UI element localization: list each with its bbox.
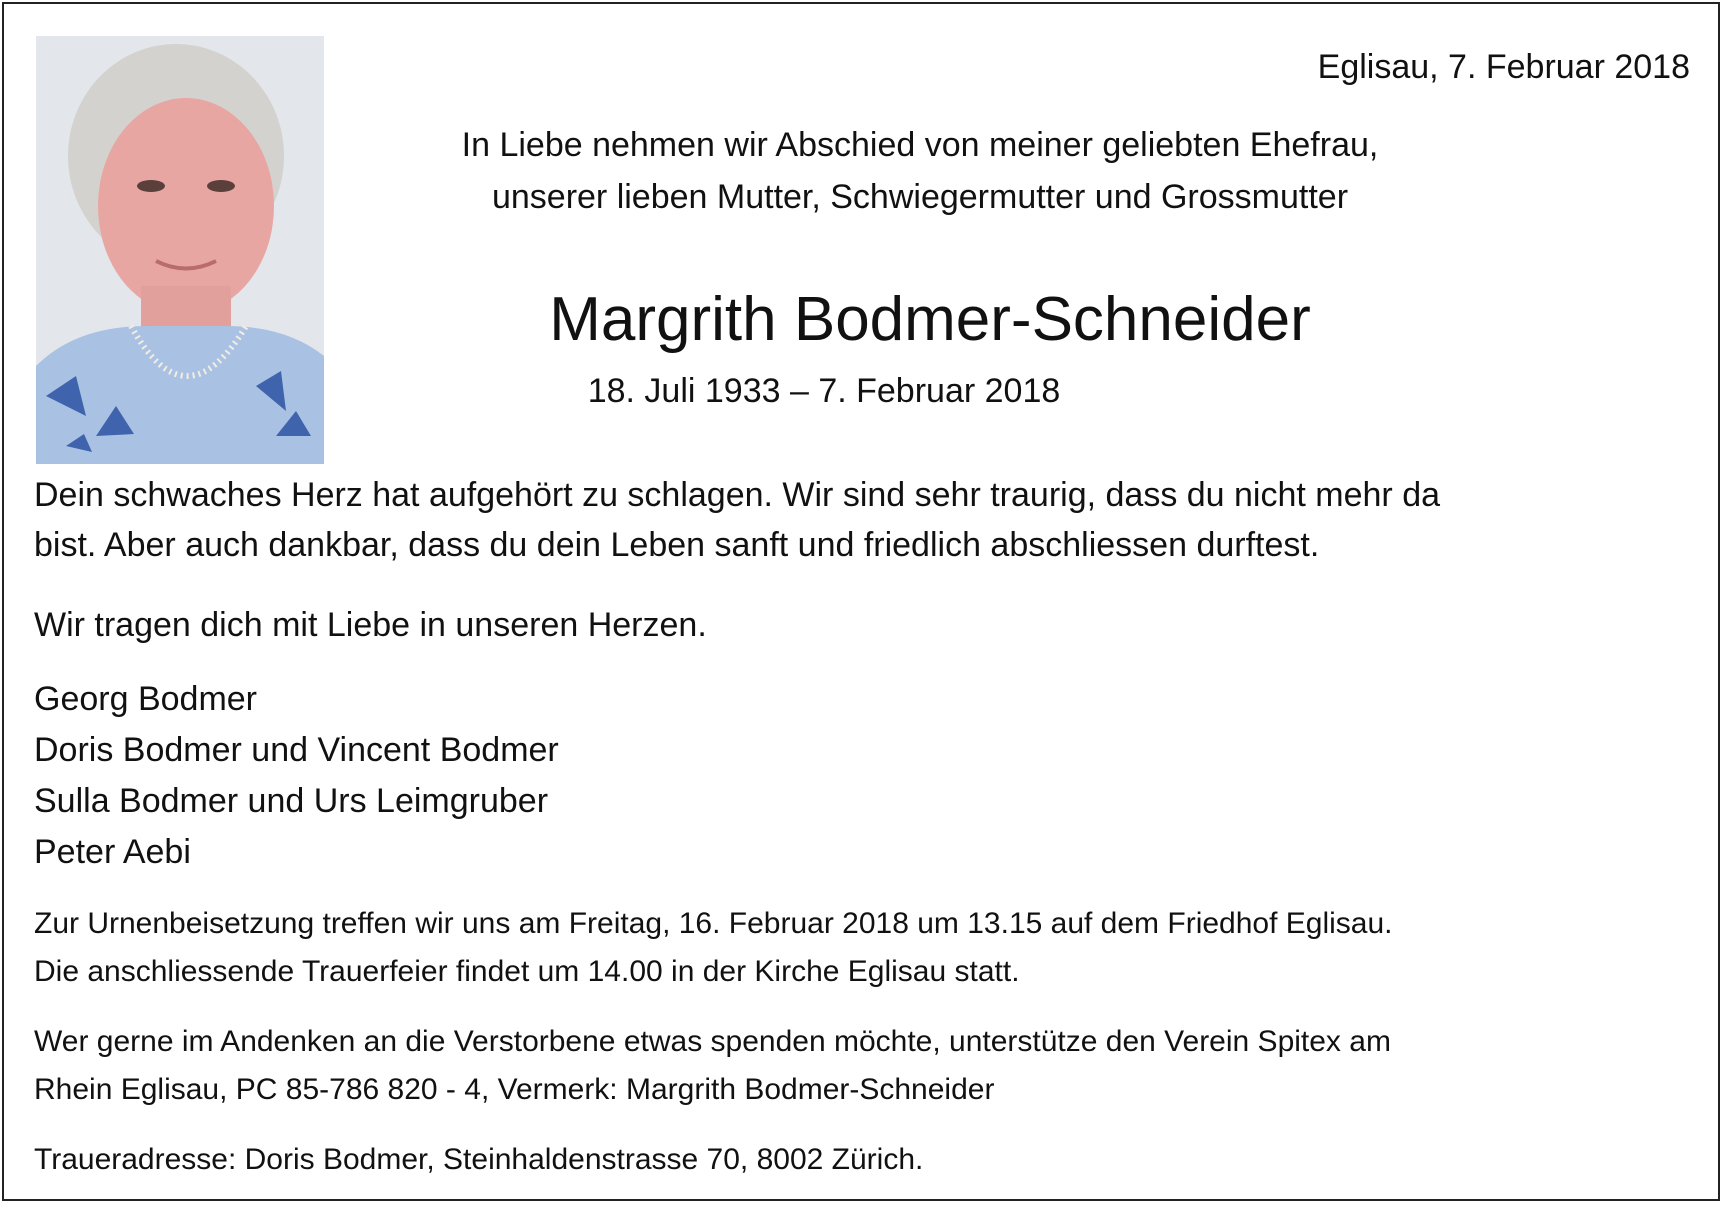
intro-line-2: unserer lieben Mutter, Schwiegermutter und Grossmutter bbox=[491, 178, 1349, 216]
deceased-name: Margrith Bodmer-Schneider bbox=[549, 285, 1311, 354]
mourners-list bbox=[34, 674, 559, 878]
mourning-address: Traueradresse: Doris Bodmer, Steinhaldenstrasse 70, 8002 Zürich. bbox=[34, 1143, 924, 1176]
donation-line-1: Wer gerne im Andenken an die Verstorbene etwas spenden möchte, unterstütze den Verein Spitex am bbox=[34, 1025, 1391, 1058]
intro-line-1: In Liebe nehmen wir Abschied von meiner geliebten Ehefrau, bbox=[461, 126, 1379, 164]
message-paragraph bbox=[34, 470, 1694, 570]
love-sentence: Wir tragen dich mit Liebe in unseren Herzen. bbox=[34, 606, 707, 644]
message-line-1: Dein schwaches Herz hat aufgehört zu schlagen. Wir sind sehr traurig, dass du nicht mehr da bbox=[34, 476, 1441, 514]
message-line-2: bist. Aber auch dankbar, dass du dein Leben sanft und friedlich abschliessen durftest. bbox=[34, 526, 1320, 564]
lifespan-dates: 18. Juli 1933 – 7. Februar 2018 bbox=[587, 372, 1061, 410]
service-info bbox=[34, 900, 1694, 996]
portrait-photo bbox=[36, 36, 324, 464]
mourner-item: Sulla Bodmer und Urs Leimgruber bbox=[34, 782, 549, 820]
donation-line-2: Rhein Eglisau, PC 85-786 820 - 4, Vermerk: Margrith Bodmer-Schneider bbox=[34, 1073, 995, 1106]
place-date: Eglisau, 7. Februar 2018 bbox=[1317, 48, 1690, 86]
mourner-item: Peter Aebi bbox=[34, 833, 191, 871]
service-line-2: Die anschliessende Trauerfeier findet um 14.00 in der Kirche Eglisau statt. bbox=[34, 955, 1020, 988]
donation-info bbox=[34, 1018, 1694, 1114]
mourner-item: Doris Bodmer und Vincent Bodmer bbox=[34, 731, 559, 769]
service-line-1: Zur Urnenbeisetzung treffen wir uns am Freitag, 16. Februar 2018 um 13.15 auf dem Friedhof Eglisau. bbox=[34, 907, 1393, 940]
mourner-item: Georg Bodmer bbox=[34, 680, 257, 718]
